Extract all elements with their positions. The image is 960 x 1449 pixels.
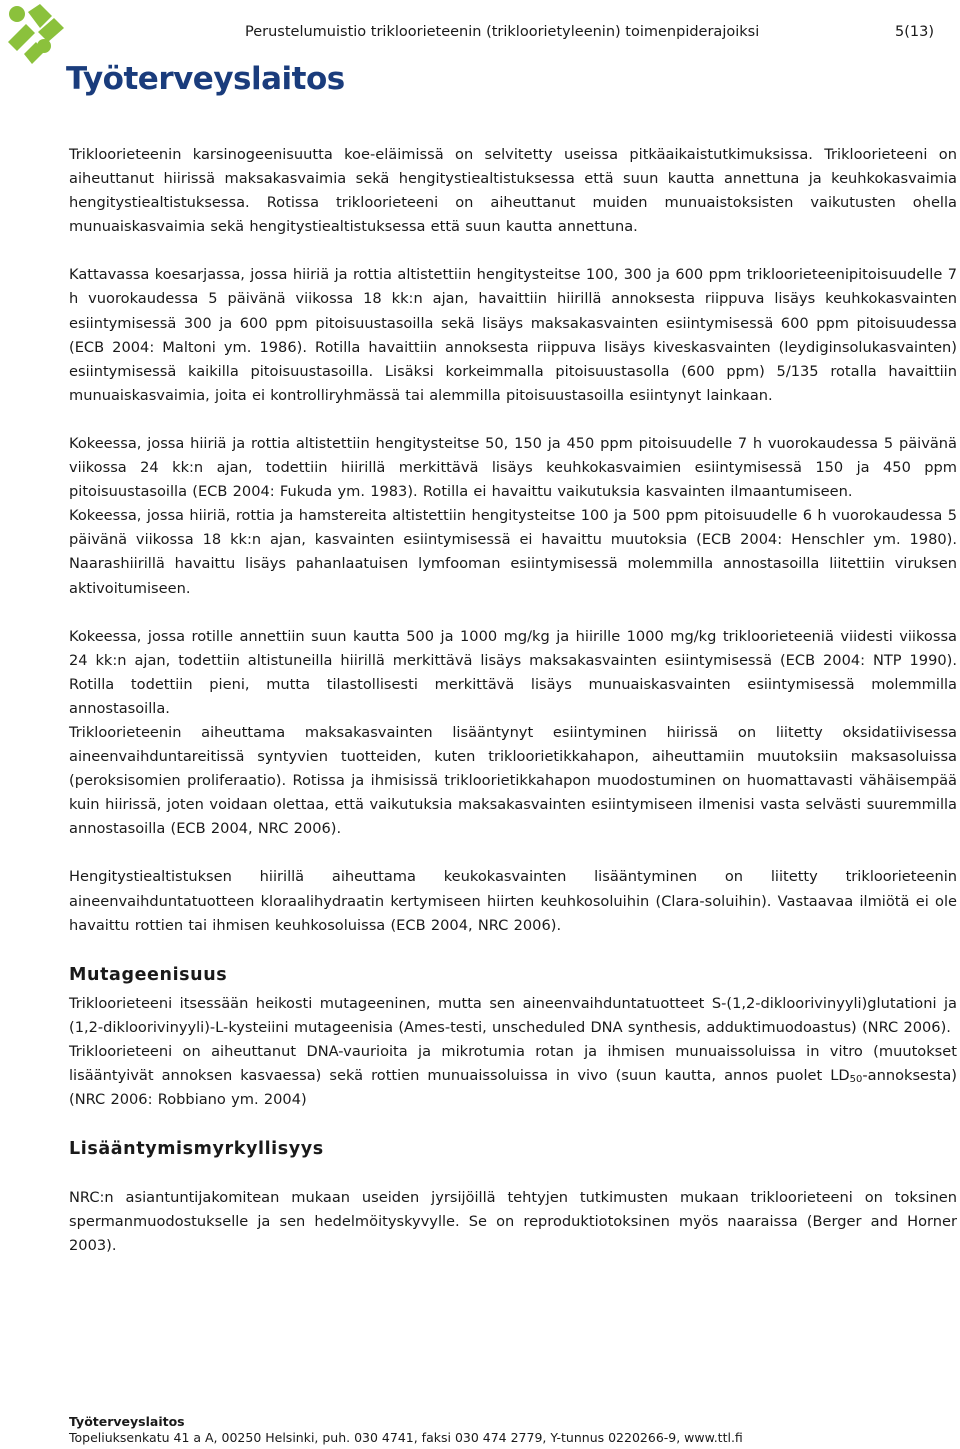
paragraph-liver-mechanism: Trikloorieteenin aiheuttama maksakasvainten lisääntynyt esiintyminen hiirissä on liitetty oksidatiivisessa aineenvaihduntareitissä syntyvien tuotteiden, kuten trikloorietikkahapon, aiheuttamiin muutoksiin maksasoluissa (peroksisomien proliferaatio). Rotissa ja ihmisissä trikloorietikkahapon muodostuminen on huomattavasti vähäisempää kuin hiirissä, joten voidaan olettaa, että vaikutuksia maksakasvainten esiintymiseen ilmenisi vasta selvästi suuremmilla annostasoilla (ECB 2004, NRC 2006). <box>69 723 957 838</box>
paragraph-maltoni-study: Kattavassa koesarjassa, jossa hiiriä ja rottia altistettiin hengitysteitse 100, 300 ja 600 ppm trikloorieteenipitoisuudelle 7 h vuorokaudessa 5 päivänä viikossa 18 kk:n ajan, havaittiin hiirillä annoksesta riippuva lisäys keuhkokasvainten esiintymisessä 300 ja 600 ppm pitoisuustasoilla sekä lisäys maksakasvainten esiintymisessä 600 ppm pitoisuudessa (ECB 2004: Maltoni ym. 1986). Rotilla havaittiin annoksesta riippuva lisäys kiveskasvainten (leydiginsolukasvainten) esiintymisessä kaikilla pitoisuustasoilla. Lisäksi korkeimmalla pitoisuustasolla (600 ppm) 5/135 rotalla havaittiin munuaiskasvaimia, joita ei kontrolliryhmässä tai alemmilla pitoisuustasoilla esiintynyt lainkaan. <box>69 266 957 404</box>
logo-wordmark: Työterveyslaitos <box>66 61 345 97</box>
heading-mutagenicity: Mutageenisuus <box>69 964 228 985</box>
document-body <box>69 143 957 1258</box>
paragraph-reproductive-1: NRC:n asiantuntijakomitean mukaan useiden jyrsijöillä tehtyjen tutkimusten mukaan trikloorieteeni on toksinen spermanmuodostukselle ja sen hedelmöityskyvylle. Se on reproduktiotoksinen myös naaraissa (Berger and Horner 2003). <box>69 1189 957 1255</box>
paragraph-henschler-study: Kokeessa, jossa hiiriä, rottia ja hamstereita altistettiin hengitysteitse 100 ja 500 ppm pitoisuudelle 6 h vuorokaudessa 5 päivänä viikossa 18 kk:n ajan, kasvainten esiintymisessä ei havaittu muutoksia (ECB 2004: Henschler ym. 1980). Naarashiirillä havaittu lisäys pahanlaatuisen lymfooman esiintymisessä molemmilla annostasoilla liitettiin viruksen aktivoitumiseen. <box>69 507 957 597</box>
page-number: 5(13) <box>895 24 934 40</box>
paragraph-mutagenicity-2 <box>69 1040 957 1112</box>
page-footer <box>69 1414 743 1446</box>
paragraph-carcinogenicity-intro: Trikloorieteenin karsinogeenisuutta koe-eläimissä on selvitetty useissa pitkäaikaistutkimuksissa. Trikloorieteeni on aiheuttanut hiirissä maksakasvaimia sekä hengitystiealtistuksessa että suun kautta annettuna ja keuhkokasvaimia hengitystiealtistuksessa. Rotissa trikloorieteeni on aiheuttanut muiden munuaistoksisten vaikutusten ohella munuaiskasvaimia sekä hengitystiealtistuksessa että suun kautta annettuna. <box>69 146 957 236</box>
paragraph-mutagenicity-1: Trikloorieteeni itsessään heikosti mutageeninen, mutta sen aineenvaihduntatuotteet S-(1,2-dikloorivinyyli)glutationi ja (1,2-dikloorivinyyli)-L-kysteiini mutageenisia (Ames-testi, unscheduled DNA synthesis, adduktimuodoastus) (NRC 2006). <box>69 994 957 1036</box>
document-title: Perustelumuistio trikloorieteenin (trikloorietyleenin) toimenpiderajoiksi <box>245 24 760 40</box>
ld50-subscript: 50 <box>849 1074 863 1085</box>
paragraph-fukuda-study: Kokeessa, jossa hiiriä ja rottia altistettiin hengitysteitse 50, 150 ja 450 ppm pitoisuudelle 7 h vuorokaudessa 5 päivänä viikossa 24 kk:n ajan, todettiin hiirillä merkittävä lisäys keuhkokasvaimien esiintymisessä 150 ja 450 ppm pitoisuustasoilla (ECB 2004: Fukuda ym. 1983). Rotilla ei havaittu vaikutuksia kasvainten ilmaantumiseen. <box>69 434 957 501</box>
mutagenicity-2-text-b: -annoksesta) (NRC 2006: Robbiano ym. 2004) <box>69 1067 957 1109</box>
logo-mark-icon <box>4 2 66 68</box>
footer-address: Topeliuksenkatu 41 a A, 00250 Helsinki, puh. 030 4741, faksi 030 474 2779, Y-tunnus 0220266-9, www.ttl.fi <box>69 1430 743 1445</box>
paragraph-ntp-study: Kokeessa, jossa rotille annettiin suun kautta 500 ja 1000 mg/kg ja hiirille 1000 mg/kg trikloorieteeniä viidesti viikossa 24 kk:n ajan, todettiin altistuneilla hiirillä merkittävä lisäys maksakasvainten esiintymisessä (ECB 2004: NTP 1990). Rotilla todettiin pieni, mutta tilastollisesti merkittävä lisäys munuaiskasvainten esiintymisessä molemmilla annostasoilla. <box>69 627 957 717</box>
heading-reproductive-toxicity: Lisääntymismyrkyllisyys <box>69 1139 324 1160</box>
paragraph-lung-mechanism: Hengitystiealtistuksen hiirillä aiheuttama keukokasvainten lisääntyminen on liitetty trikloorieteenin aineenvaihduntatuotteen kloraalihydraatin kertymiseen hiirten keuhkosoluihin (Clara-soluihin). Vastaavaa ilmiötä ei ole havaittu rottien tai ihmisen keuhkosoluissa (ECB 2004, NRC 2006). <box>69 868 957 934</box>
mutagenicity-2-text-a: Trikloorieteeni on aiheuttanut DNA-vaurioita ja mikrotumia rotan ja ihmisen munuaissoluissa in vitro (muutokset lisääntyivät annoksen kasvaessa) sekä rottien munuaissoluissa in vivo (suun kautta, annos puolet LD <box>69 1042 957 1084</box>
footer-org-name: Työterveyslaitos <box>69 1414 185 1429</box>
